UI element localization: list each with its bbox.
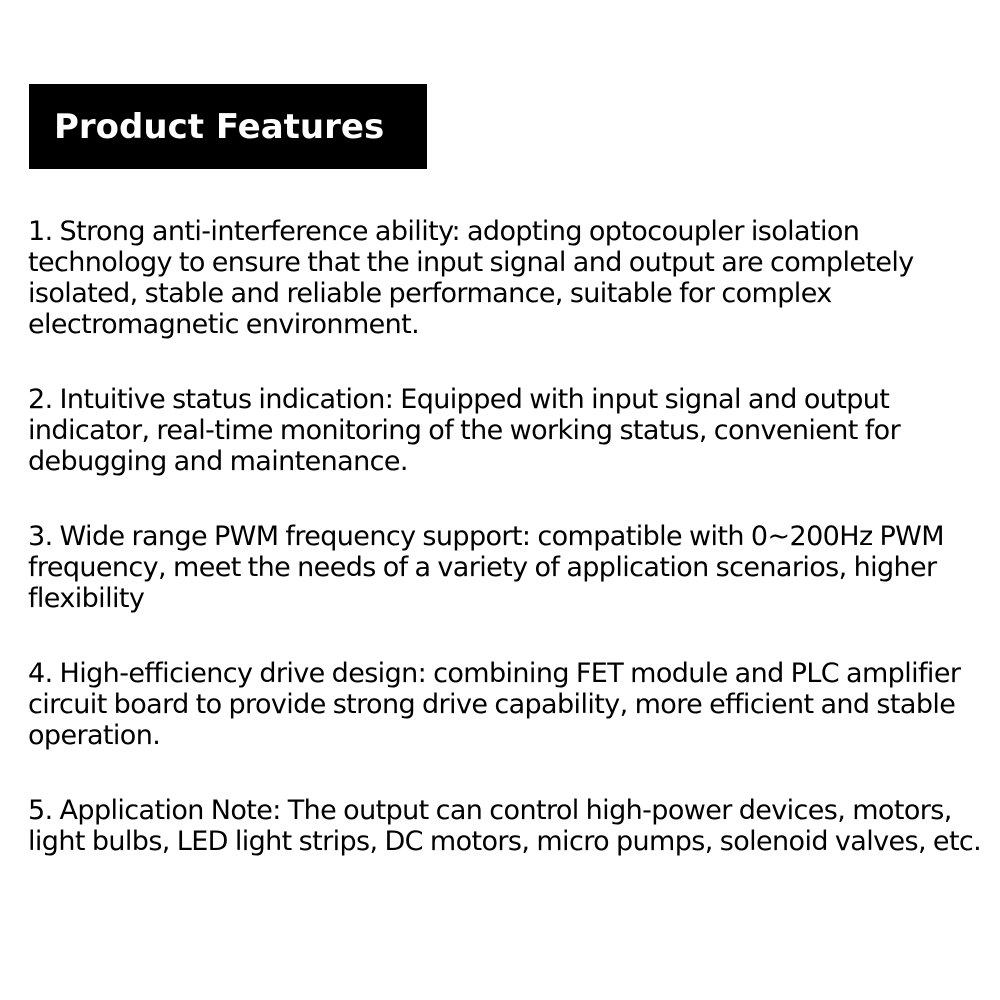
feature-list bbox=[28, 216, 983, 901]
feature-item-5: 5. Application Note: The output can control high-power devices, motors, light bulbs, LED light strips, DC motors, micro pumps, solenoid valves, etc. bbox=[28, 795, 982, 857]
feature-item-1: 1. Strong anti-interference ability: adopting optocoupler isolation technology to ensure that the input signal and output are completely isolated, stable and reliable performance, suitable for complex electromagnetic environment. bbox=[28, 216, 914, 340]
feature-item-3: 3. Wide range PWM frequency support: compatible with 0~200Hz PWM frequency, meet the needs of a variety of application scenarios, higher flexibility bbox=[28, 521, 944, 614]
page-title: Product Features bbox=[54, 106, 385, 147]
title-banner bbox=[29, 84, 427, 169]
feature-item-2: 2. Intuitive status indication: Equipped with input signal and output indicator, real-time monitoring of the working status, convenient for debugging and maintenance. bbox=[28, 384, 901, 477]
feature-item-4: 4. High-efficiency drive design: combining FET module and PLC amplifier circuit board to provide strong drive capability, more efficient and stable operation. bbox=[28, 658, 961, 751]
